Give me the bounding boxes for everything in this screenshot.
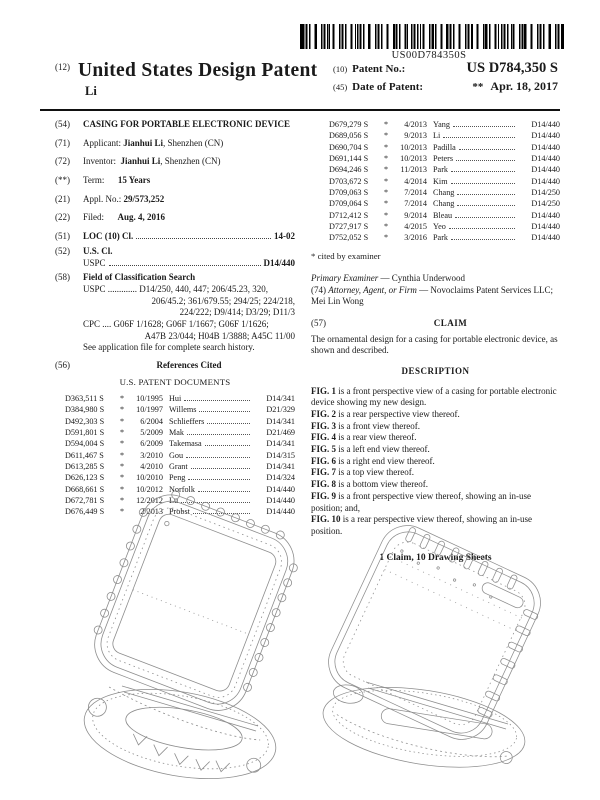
patent-number: D626,123 S bbox=[65, 473, 105, 483]
patent-number: D703,672 S bbox=[329, 176, 369, 186]
patent-date: 6/2004 bbox=[140, 416, 163, 426]
classification: D14/250 bbox=[531, 199, 560, 209]
table-row bbox=[329, 130, 560, 141]
classification: D14/341 bbox=[266, 416, 295, 426]
table-row bbox=[329, 198, 560, 209]
patent-date: 5/2009 bbox=[140, 428, 163, 438]
claim-code: (57) bbox=[311, 317, 326, 328]
classification: D21/329 bbox=[266, 405, 295, 415]
cited-star: * bbox=[383, 120, 389, 129]
table-row bbox=[329, 176, 560, 187]
application-number: 29/573,252 bbox=[123, 193, 165, 204]
patent-number: D384,980 S bbox=[65, 405, 105, 415]
figure-description: FIG. 4 is a rear view thereof. bbox=[311, 432, 417, 443]
classification: D14/324 bbox=[266, 473, 295, 483]
patent-date: 3/2016 bbox=[404, 233, 427, 243]
dot-leader bbox=[443, 137, 515, 138]
patent-date: 7/2014 bbox=[404, 199, 427, 209]
cited-star: * bbox=[119, 416, 125, 426]
patentee-name: Padilla bbox=[433, 142, 456, 152]
patentee-name: Bleau bbox=[433, 210, 453, 220]
patent-number: D591,801 S bbox=[65, 428, 105, 438]
patentee-name: Lu bbox=[169, 495, 179, 505]
date-code: (45) bbox=[333, 82, 348, 92]
figure-description: FIG. 9 is a front perspective view thereof, showing an in-use position; and, bbox=[311, 490, 531, 513]
header-right bbox=[333, 60, 558, 99]
patent-date: 3/2010 bbox=[140, 450, 163, 460]
patent-number: D611,467 S bbox=[65, 450, 104, 460]
patentee-name: Grant bbox=[169, 461, 188, 471]
table-row bbox=[65, 393, 295, 404]
table-row bbox=[329, 210, 560, 221]
figure-label: FIG. 10 bbox=[311, 514, 341, 525]
patent-date: 2/2013 bbox=[140, 507, 163, 517]
examiner-block bbox=[311, 273, 560, 308]
patent-number: D668,661 S bbox=[65, 484, 105, 494]
patent-date: 4/2013 bbox=[404, 120, 427, 129]
cited-star: * bbox=[383, 199, 389, 209]
figure-description: FIG. 1 is a front perspective view of a casing for portable electronic device showing my new design. bbox=[311, 385, 557, 408]
classification: D14/440 bbox=[266, 495, 295, 505]
table-row bbox=[329, 164, 560, 175]
patent-number: D709,063 S bbox=[329, 187, 369, 197]
dot-leader bbox=[457, 205, 515, 206]
dot-leader bbox=[453, 126, 515, 127]
references-heading: References Cited bbox=[156, 360, 222, 370]
patent-number: D690,704 S bbox=[329, 142, 369, 152]
figure-label: FIG. 8 bbox=[311, 479, 337, 490]
patentee-name: Willems bbox=[169, 405, 197, 415]
patent-date: 10/1995 bbox=[136, 394, 163, 404]
classification: D14/440 bbox=[531, 153, 560, 163]
dot-leader bbox=[184, 400, 250, 401]
figure-description: FIG. 6 is a right end view thereof. bbox=[311, 455, 435, 466]
term-extension-stars: ** bbox=[472, 81, 484, 93]
filing-date: Aug. 4, 2016 bbox=[117, 212, 166, 223]
dot-leader bbox=[451, 171, 515, 172]
patent-number: D594,004 S bbox=[65, 439, 105, 449]
patent-date: 11/2013 bbox=[400, 165, 427, 175]
dot-leader bbox=[451, 239, 515, 240]
classification: D14/315 bbox=[266, 450, 295, 460]
patentee-name: Chang bbox=[433, 187, 455, 197]
claim-heading: CLAIM bbox=[433, 317, 468, 328]
barcode-text: US00D784350S bbox=[391, 50, 467, 61]
cited-star: * bbox=[383, 210, 389, 220]
patent-no-label: Patent No.: bbox=[352, 63, 406, 75]
references-table-right bbox=[329, 119, 560, 243]
table-row bbox=[65, 450, 295, 461]
header-left bbox=[55, 60, 317, 99]
patentee-name: Gou bbox=[169, 450, 184, 460]
description-heading: DESCRIPTION bbox=[401, 365, 470, 376]
applicant-name: Jianhui Li bbox=[123, 137, 164, 148]
classification: D14/440 bbox=[266, 484, 295, 494]
figure-front-perspective-drawing bbox=[62, 490, 300, 790]
table-row bbox=[329, 187, 560, 198]
patent-date: 4/2015 bbox=[404, 221, 427, 231]
field-applicant: (71) Applicant: Jianhui Li, Shenzhen (CN) bbox=[55, 137, 224, 148]
loc-class: 14-02 bbox=[274, 231, 295, 242]
table-row bbox=[65, 461, 295, 472]
patentee-name: Hui bbox=[169, 394, 182, 404]
patentee-name: Park bbox=[433, 233, 449, 243]
search-history-note: See application file for complete search history. bbox=[83, 342, 255, 353]
field-filed: (22) Filed: Aug. 4, 2016 bbox=[55, 212, 166, 223]
cited-star: * bbox=[383, 142, 389, 152]
field-term: (**) Term: 15 Years bbox=[55, 175, 151, 186]
cited-star: * bbox=[383, 221, 389, 231]
classification: D21/469 bbox=[266, 428, 295, 438]
figure-label: FIG. 2 bbox=[311, 409, 337, 420]
table-row bbox=[65, 416, 295, 427]
figure-rear-perspective-drawing bbox=[300, 492, 562, 787]
table-row bbox=[329, 119, 560, 130]
attorney-name: — Novoclaims Patent Services LLC; Mei Lin Wong bbox=[311, 284, 554, 307]
patent-date: 4/2014 bbox=[404, 176, 427, 186]
figure-description: FIG. 5 is a left end view thereof. bbox=[311, 444, 430, 455]
patent-date: 10/2013 bbox=[400, 142, 427, 152]
claims-sheets-note: 1 Claim, 10 Drawing Sheets bbox=[379, 552, 492, 563]
cited-star: * bbox=[119, 507, 125, 517]
field-loc: (51) LOC (10) Cl. 14-02 bbox=[55, 231, 295, 242]
cited-star: * bbox=[119, 461, 125, 471]
classification: D14/440 bbox=[531, 210, 560, 220]
patent-date: 9/2014 bbox=[404, 210, 427, 220]
patent-number: D492,303 S bbox=[65, 416, 105, 426]
inventor-surname: Li bbox=[85, 84, 97, 98]
cited-star: * bbox=[383, 233, 389, 243]
figure-description: FIG. 8 is a bottom view thereof. bbox=[311, 479, 428, 490]
patent-date: 10/2013 bbox=[400, 153, 427, 163]
uspc-search-line: 224/222; D9/414; D3/29; D11/3 bbox=[179, 307, 295, 318]
patent-date: 10/1997 bbox=[136, 405, 163, 415]
figure-label: FIG. 4 bbox=[311, 432, 337, 443]
patent-no-code: (10) bbox=[333, 64, 348, 74]
field-inventor: (72) Inventor: Jianhui Li, Shenzhen (CN) bbox=[55, 156, 221, 167]
patentee-name: Yeo bbox=[433, 221, 446, 231]
patent-date: 7/2014 bbox=[404, 187, 427, 197]
cited-star: * bbox=[119, 495, 125, 505]
classification: D14/440 bbox=[531, 165, 560, 175]
patentee-name: Takemasa bbox=[169, 439, 202, 449]
table-row bbox=[329, 232, 560, 243]
inventor-name: Jianhui Li bbox=[120, 156, 161, 167]
patent-number: D694,246 S bbox=[329, 165, 369, 175]
patent-number: D679,279 S bbox=[329, 120, 369, 129]
figure-label: FIG. 5 bbox=[311, 444, 337, 455]
dot-leader bbox=[455, 217, 515, 218]
classification: D14/440 bbox=[531, 142, 560, 152]
cited-star: * bbox=[119, 394, 125, 404]
attorney-label: Attorney, Agent, or Firm bbox=[328, 284, 417, 295]
patentee-name: Mak bbox=[169, 428, 185, 438]
classification: D14/341 bbox=[266, 394, 295, 404]
dot-leader bbox=[457, 194, 515, 195]
kind-code-number: (12) bbox=[55, 62, 70, 72]
uspc-class: D14/440 bbox=[263, 257, 295, 268]
classification: D14/440 bbox=[531, 221, 560, 231]
patentee-name: Norfolk bbox=[169, 484, 195, 494]
field-title: (54) CASING FOR PORTABLE ELECTRONIC DEVICE bbox=[55, 119, 295, 131]
dot-leader bbox=[205, 445, 250, 446]
dot-leader bbox=[449, 228, 515, 229]
table-row bbox=[65, 427, 295, 438]
patentee-name: Chang bbox=[433, 199, 455, 209]
classification: D14/440 bbox=[531, 176, 560, 186]
cited-star: * bbox=[383, 131, 389, 141]
date-label: Date of Patent: bbox=[352, 81, 424, 93]
patent-date: 4/2010 bbox=[140, 461, 163, 471]
attorney-code: (74) bbox=[311, 284, 326, 295]
table-row bbox=[329, 142, 560, 153]
classification: D14/440 bbox=[531, 131, 560, 141]
examiner-label: Primary Examiner bbox=[311, 272, 379, 283]
page-title: United States Design Patent bbox=[78, 60, 318, 81]
field-references: (56) References Cited bbox=[55, 360, 295, 372]
table-row bbox=[65, 472, 295, 483]
patentee-name: Peng bbox=[169, 473, 186, 483]
patent-number: D691,144 S bbox=[329, 153, 369, 163]
examiner-name: — Cynthia Underwood bbox=[378, 272, 465, 283]
patent-number: D727,917 S bbox=[329, 221, 369, 231]
patent-date: 10/2012 bbox=[136, 484, 163, 494]
table-row bbox=[65, 438, 295, 449]
patent-number: D676,449 S bbox=[65, 507, 105, 517]
figure-description: FIG. 2 is a rear perspective view thereof. bbox=[311, 409, 460, 420]
uspc-search-line: 206/45.2; 361/679.55; 294/25; 224/218, bbox=[151, 295, 295, 306]
uspc-search-line: USPC ............. D14/250, 440, 447; 206/45.23, 320, bbox=[83, 283, 269, 294]
patent-no-value: US D784,350 S bbox=[466, 60, 558, 76]
field-classification-search: (58) Field of Classification Search USPC ............. D14/250, 440, 447; 206/45.23, 320, 206/45.2; 361/679.55; 294/25; 224/218, 224/222; D9/414; D3/29; D11/3 CPC .... G06F 1/1628; G06F 1/1667; G06F 1/1626; A47B 23/044; H04B 1/3888; A45C 11/00 See application file for complete search history. bbox=[55, 272, 295, 353]
dot-leader bbox=[456, 160, 515, 161]
field-us-cl: (52) U.S. Cl. USPC D14/440 bbox=[55, 245, 295, 268]
header-divider bbox=[40, 109, 560, 111]
patentee-name: Peters bbox=[433, 153, 454, 163]
cited-star: * bbox=[383, 165, 389, 175]
cited-star: * bbox=[383, 187, 389, 197]
cited-star: * bbox=[383, 153, 389, 163]
figure-label: FIG. 6 bbox=[311, 455, 337, 466]
table-row bbox=[329, 221, 560, 232]
figure-description: FIG. 7 is a top view thereof. bbox=[311, 467, 414, 478]
cpc-search-line: CPC .... G06F 1/1628; G06F 1/1667; G06F 1/1626; bbox=[83, 318, 269, 329]
header bbox=[55, 60, 558, 99]
patentee-name: Probst bbox=[169, 507, 190, 517]
classification: D14/440 bbox=[531, 120, 560, 129]
cited-by-examiner-note: * cited by examiner bbox=[311, 251, 381, 262]
dot-leader bbox=[459, 149, 515, 150]
patentee-name: Schlieffers bbox=[169, 416, 205, 426]
table-row bbox=[329, 153, 560, 164]
patent-date: 9/2013 bbox=[404, 131, 427, 141]
classification: D14/341 bbox=[266, 461, 295, 471]
classification: D14/250 bbox=[531, 187, 560, 197]
barcode-icon bbox=[300, 24, 564, 49]
figure-label: FIG. 1 bbox=[311, 385, 337, 396]
patentee-name: Park bbox=[433, 165, 449, 175]
figure-description: FIG. 3 is a front view thereof. bbox=[311, 420, 420, 431]
cited-star: * bbox=[119, 484, 125, 494]
patent-number: D613,285 S bbox=[65, 461, 105, 471]
barcode-block bbox=[300, 24, 558, 61]
patent-date: 12/2012 bbox=[136, 495, 163, 505]
patent-date: 10/2010 bbox=[136, 473, 163, 483]
figure-label: FIG. 7 bbox=[311, 467, 337, 478]
dot-leader bbox=[186, 457, 250, 458]
cited-star: * bbox=[119, 428, 125, 438]
patent-date: 6/2009 bbox=[140, 439, 163, 449]
cited-star: * bbox=[119, 405, 125, 415]
patentee-name: Yang bbox=[433, 120, 450, 129]
figure-description: FIG. 10 is a rear perspective view thereof, showing an in-use position. bbox=[311, 514, 532, 536]
classification: D14/440 bbox=[266, 507, 295, 517]
cited-star: * bbox=[383, 176, 389, 186]
figure-label: FIG. 3 bbox=[311, 420, 337, 431]
dot-leader bbox=[191, 468, 250, 469]
patent-number: D709,064 S bbox=[329, 199, 369, 209]
date-value: Apr. 18, 2017 bbox=[490, 79, 558, 93]
classification: D14/341 bbox=[266, 439, 295, 449]
cited-star: * bbox=[119, 450, 125, 460]
cited-star: * bbox=[119, 473, 125, 483]
dot-leader bbox=[188, 479, 250, 480]
term-value: 15 Years bbox=[117, 175, 151, 186]
cited-star: * bbox=[119, 439, 125, 449]
dot-leader bbox=[187, 434, 250, 435]
patent-number: D689,056 S bbox=[329, 131, 369, 141]
cpc-search-line: A47B 23/044; H04B 1/3888; A45C 11/00 bbox=[144, 330, 295, 341]
dot-leader bbox=[199, 411, 250, 412]
patent-number: D752,052 S bbox=[329, 233, 369, 243]
patent-number: D363,511 S bbox=[65, 394, 104, 404]
dot-leader bbox=[451, 183, 515, 184]
claim-text: The ornamental design for a casing for portable electronic device, as shown and described. bbox=[311, 333, 558, 356]
dot-leader bbox=[136, 238, 271, 239]
classification: D14/440 bbox=[531, 233, 560, 243]
patentee-name: Li bbox=[433, 131, 441, 141]
table-row bbox=[65, 404, 295, 415]
dot-leader bbox=[109, 265, 261, 266]
us-patent-documents-heading: U.S. PATENT DOCUMENTS bbox=[119, 376, 231, 387]
field-appl-no: (21) Appl. No.: 29/573,252 bbox=[55, 193, 165, 204]
invention-title: CASING FOR PORTABLE ELECTRONIC DEVICE bbox=[83, 119, 291, 129]
figure-label: FIG. 9 bbox=[311, 490, 337, 501]
patent-number: D672,781 S bbox=[65, 495, 105, 505]
patent-number: D712,412 S bbox=[329, 210, 369, 220]
claim-heading-row bbox=[311, 318, 560, 330]
patentee-name: Kim bbox=[433, 176, 448, 186]
dot-leader bbox=[207, 423, 250, 424]
